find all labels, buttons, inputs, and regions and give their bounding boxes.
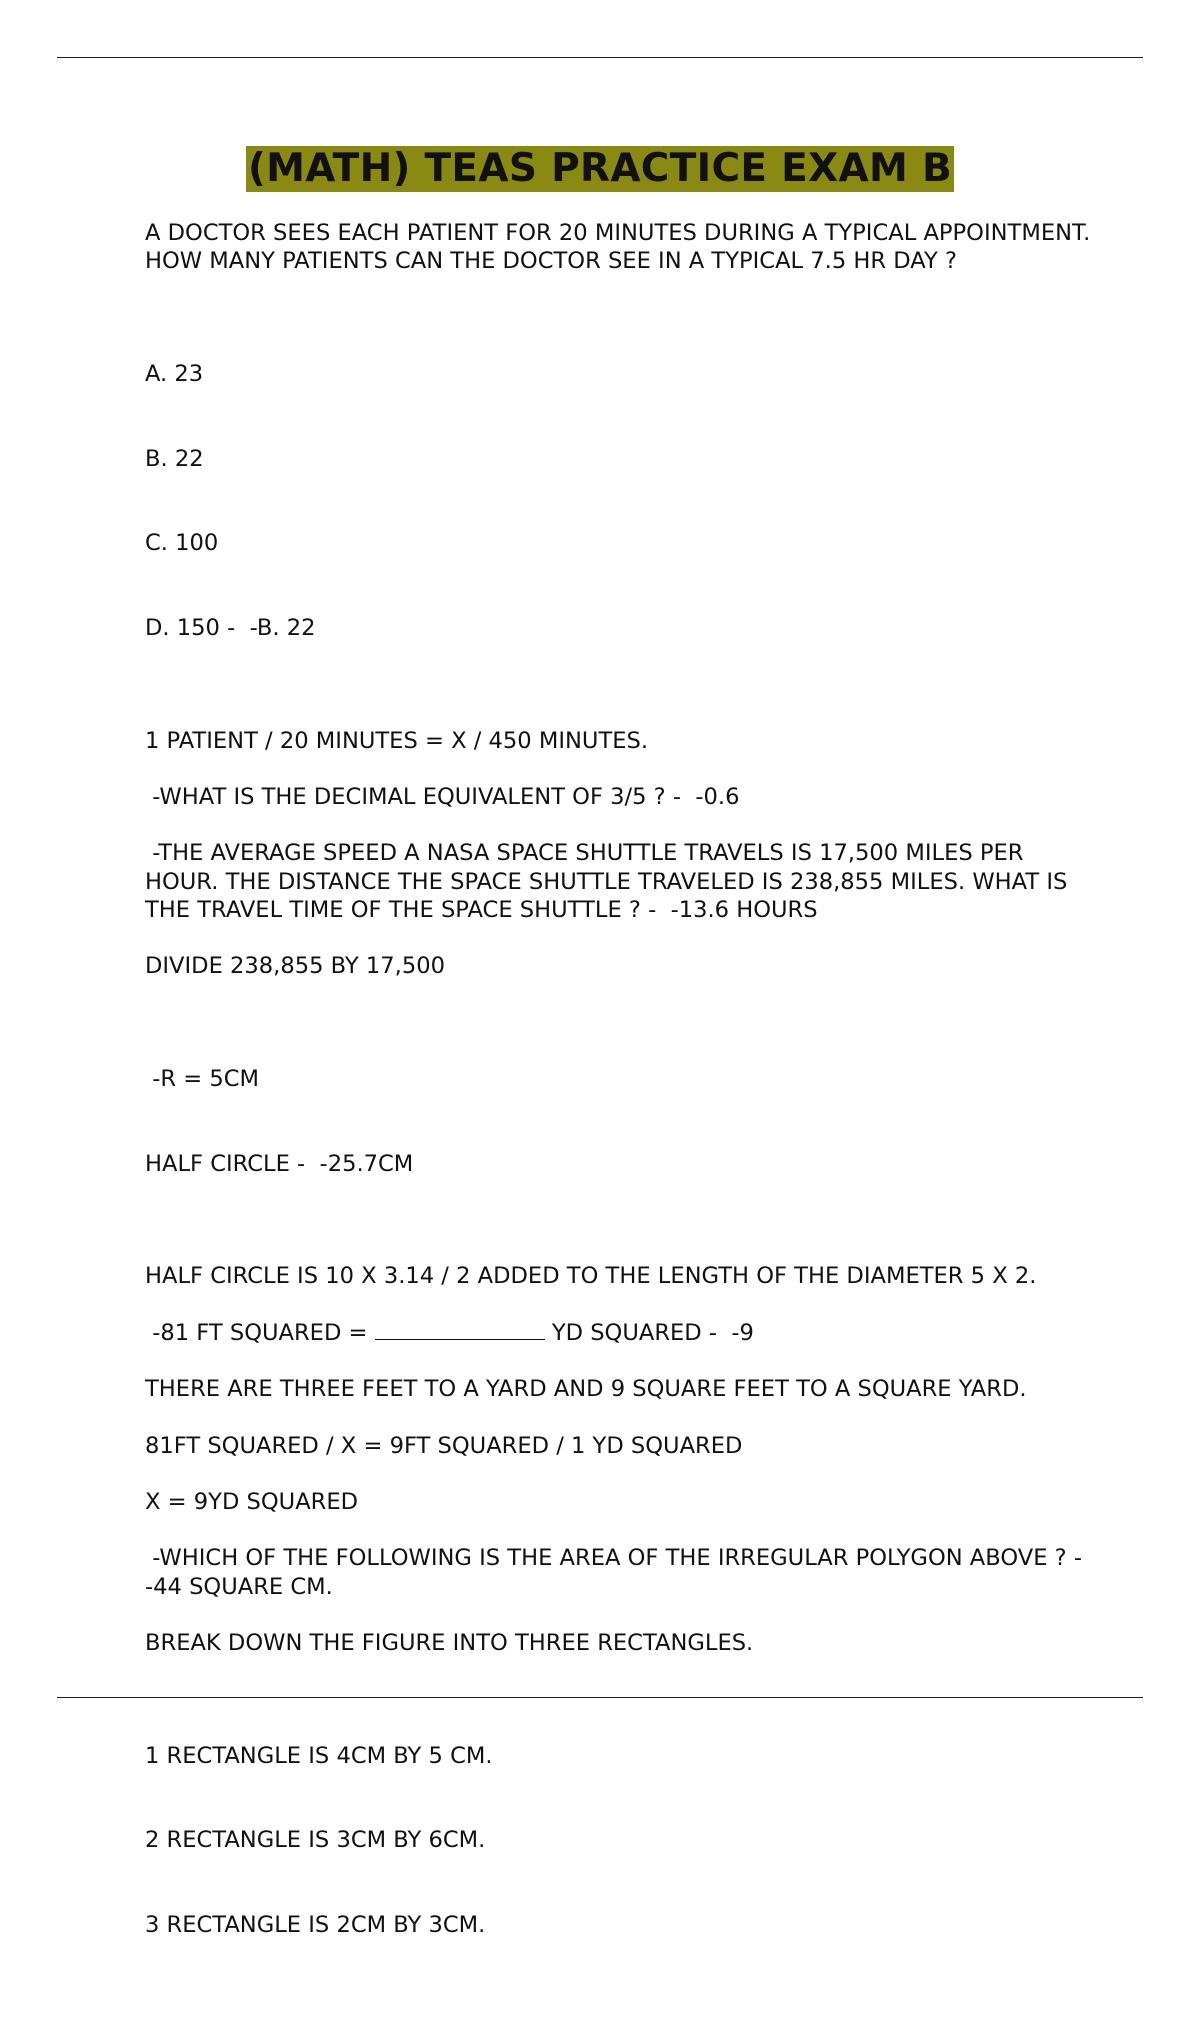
question-3: -THE AVERAGE SPEED A NASA SPACE SHUTTLE TRAVELS IS 17,500 MILES PER HOUR. THE DISTANCE THE SPACE SHUTTLE TRAVELED IS 238,855 MILES. WHAT IS THE TRAVEL TIME OF THE SPACE SHUTTLE ? - -13.6 HOURS [145, 840, 1075, 923]
explanation-5a: THERE ARE THREE FEET TO A YARD AND 9 SQUARE FEET TO A SQUARE YARD. [145, 1376, 1027, 1403]
footer-rule [57, 1697, 1143, 1698]
question-2: -WHAT IS THE DECIMAL EQUIVALENT OF 3/5 ? - -0.6 [145, 784, 740, 811]
option-d: D. 150 - -B. 22 [145, 614, 316, 641]
rectangle-2: 2 RECTANGLE IS 3CM BY 6CM. [145, 1827, 486, 1854]
explanation-3: DIVIDE 238,855 BY 17,500 [145, 953, 445, 980]
rectangle-3: 3 RECTANGLE IS 2CM BY 3CM. [145, 1911, 486, 1938]
option-a: A. 23 [145, 361, 204, 387]
explanation-5b: 81FT SQUARED / X = 9FT SQUARED / 1 YD SQUARED [145, 1432, 743, 1459]
explanation-5c: X = 9YD SQUARED [145, 1488, 359, 1515]
explanation-4: HALF CIRCLE IS 10 X 3.14 / 2 ADDED TO THE LENGTH OF THE DIAMETER 5 X 2. [145, 1263, 1037, 1290]
question-6: -WHICH OF THE FOLLOWING IS THE AREA OF THE IRREGULAR POLYGON ABOVE ? - -44 SQUARE CM. [145, 1545, 1097, 1600]
document-body [145, 219, 1098, 2024]
explanation-6: BREAK DOWN THE FIGURE INTO THREE RECTANGLES. [145, 1629, 754, 1656]
option-c: C. 100 [145, 530, 219, 557]
question-5-text-after: YD SQUARED - -9 [544, 1319, 754, 1346]
rectangle-1: 1 RECTANGLE IS 4CM BY 5 CM. [145, 1742, 493, 1769]
rectangle-list [145, 1685, 1095, 1995]
answer-blank [375, 1319, 545, 1340]
question-5 [145, 1319, 1095, 1347]
explanation-1: 1 PATIENT / 20 MINUTES = X / 450 MINUTES. [145, 727, 649, 754]
option-b: B. 22 [145, 445, 204, 472]
answer-options [145, 304, 1095, 699]
question-4 [145, 1009, 1095, 1235]
question-4-line-2: HALF CIRCLE - -25.7CM [145, 1150, 414, 1177]
question-5-text-before: -81 FT SQUARED = [145, 1319, 375, 1346]
page-title: (MATH) TEAS PRACTICE EXAM B [247, 146, 952, 191]
header-rule [57, 57, 1143, 58]
question-1: A DOCTOR SEES EACH PATIENT FOR 20 MINUTES DURING A TYPICAL APPOINTMENT. HOW MANY PATIENTS CAN THE DOCTOR SEE IN A TYPICAL 7.5 HR DAY ? [145, 220, 1098, 275]
question-4-line-1: -R = 5CM [145, 1066, 259, 1092]
title-container [0, 146, 1200, 192]
